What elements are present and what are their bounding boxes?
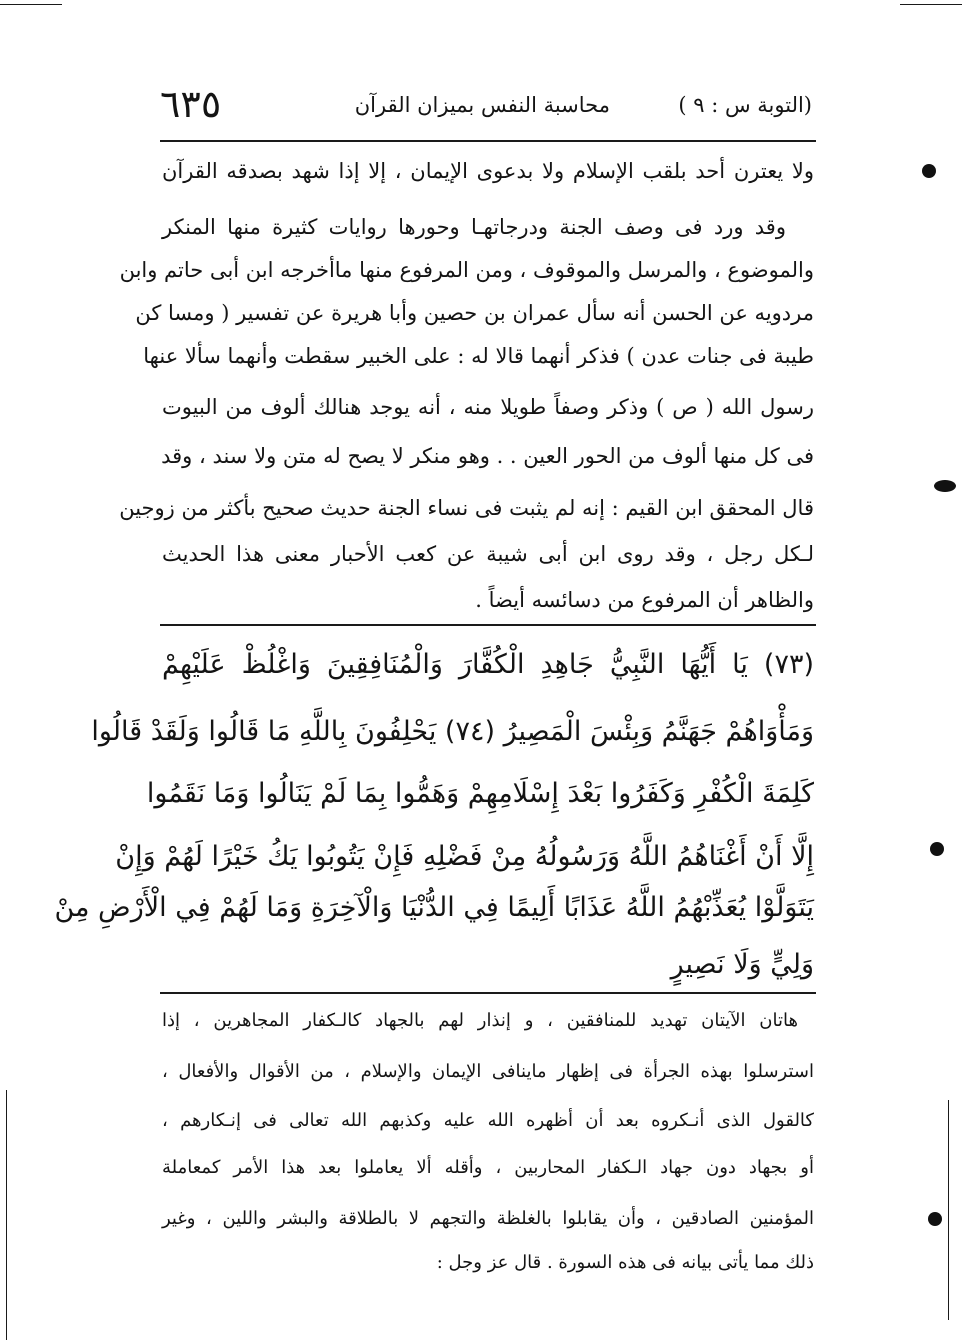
verse-line: إِلَّا أَنْ أَغْنَاهُمُ اللَّهُ وَرَسُولُهُ مِنْ فَضْلِهِ فَإِنْ يَتُوبُوا يَكُ خَيْرًا لَهُمْ وَإِنْ <box>115 841 814 872</box>
verse-top-rule <box>160 624 816 626</box>
verse-line: وَلِيٍّ وَلَا نَصِيرٍ <box>670 949 814 980</box>
text-line: لـكل رجل ، وقد روى ابن أبى شيبة عن كعب الأحبار معنى هذا الحديث <box>162 542 814 566</box>
note-line: كالقول الذى أنـكروه بعد أن أظهره الله عليه وكذبهم الله تعالى فى إنـكارهم ، <box>162 1110 814 1131</box>
binding-hole-mark <box>934 480 956 492</box>
surah-reference: (التوبة س : ٩ ) <box>678 93 812 117</box>
text-line: وقد ورد فى وصف الجنة ودرجاتهـا وحورها روايات كثيرة منها المنكر <box>162 215 786 239</box>
right-margin-mark <box>948 1100 949 1320</box>
text-line: والظاهر أن المرفوع من دسائسه أيضاً . <box>475 588 814 612</box>
top-edge-mark-right <box>900 4 962 5</box>
note-line: المؤمنين الصادقين ، وأن يقابلوا بالغلظة والتجهم لا بالطلاقة والبشر واللين ، وغير <box>162 1208 814 1229</box>
binding-hole-mark <box>930 842 944 856</box>
text-line: رسول الله ( ص ) وذكر وصفاً طويلا منه ، أنه يوجد هنالك ألوف من البيوت <box>162 395 814 419</box>
text-line: طيبة فى جنات عدن ) فذكر أنهما قالا له : على الخبير سقطت وأنهما سألا عنها <box>143 344 814 368</box>
top-edge-mark-left <box>0 4 62 5</box>
verse-line: وَمَأْوَاهُمْ جَهَنَّمُ وَبِئْسَ الْمَصِيرُ (٧٤) يَحْلِفُونَ بِاللَّهِ مَا قَالُوا وَلَقَدْ قَالُوا <box>91 716 814 747</box>
text-line: فى كل منها ألوف من الحور العين . . وهو منكر لا يصح له متن ولا سند ، وقد <box>161 444 814 468</box>
running-title: محاسبة النفس بميزان القرآن <box>354 93 610 117</box>
binding-hole-mark <box>922 164 936 178</box>
verse-bottom-rule <box>160 992 816 994</box>
text-line: والموضوع ، والمرسل والموقوف ، ومن المرفوع منها ماأخرجه ابن أبى حاتم وابن <box>119 258 814 282</box>
left-margin-mark <box>6 1090 7 1340</box>
text-line: مردويه عن الحسن أنه سأل عمران بن حصين وأبا هريرة عن تفسير ( ومسا كن <box>135 301 814 325</box>
header-rule <box>160 140 816 142</box>
note-line: استرسلوا بهذه الجرأة فى إظهار ماينافى الإيمان والإسلام ، من الأقوال والأفعال ، <box>162 1061 814 1082</box>
page-number: ٦٣٥ <box>160 82 222 126</box>
note-line: أو بجهاد دون جهاد الـكفار المحاربين ، وأقله ألا يعاملوا بعد هذا الأمر كمعاملة <box>162 1157 814 1178</box>
text-line: قال المحقق ابن القيم : إنه لم يثبت فى نساء الجنة حديث صحيح بأكثر من زوجين <box>119 496 814 520</box>
verse-line: يَتَوَلَّوْا يُعَذِّبْهُمُ اللَّهُ عَذَابًا أَلِيمًا فِي الدُّنْيَا وَالْآخِرَةِ وَمَا لَهُمْ فِي الْأَرْضِ مِنْ <box>54 892 814 923</box>
note-line: هاتان الآيتان تهديد للمنافقين ، و إنذار لهم بالجهاد كالـكفار المجاهرين ، إذا <box>162 1010 798 1031</box>
verse-line: (٧٣) يَا أَيُّهَا النَّبِيُّ جَاهِدِ الْكُفَّارَ وَالْمُنَافِقِينَ وَاغْلُظْ عَلَيْهِمْ <box>162 649 814 680</box>
verse-line: كَلِمَةَ الْكُفْرِ وَكَفَرُوا بَعْدَ إِسْلَامِهِمْ وَهَمُّوا بِمَا لَمْ يَنَالُوا وَمَا نَقَمُوا <box>146 778 814 809</box>
note-line: ذلك مما يأتى بيانه فى هذه السورة . قال عز وجل : <box>436 1252 814 1273</box>
text-line: ولا يعترن أحد بلقب الإسلام ولا بدعوى الإيمان ، إلا إذا شهد بصدقه القرآن <box>162 159 814 183</box>
binding-hole-mark <box>928 1212 942 1226</box>
